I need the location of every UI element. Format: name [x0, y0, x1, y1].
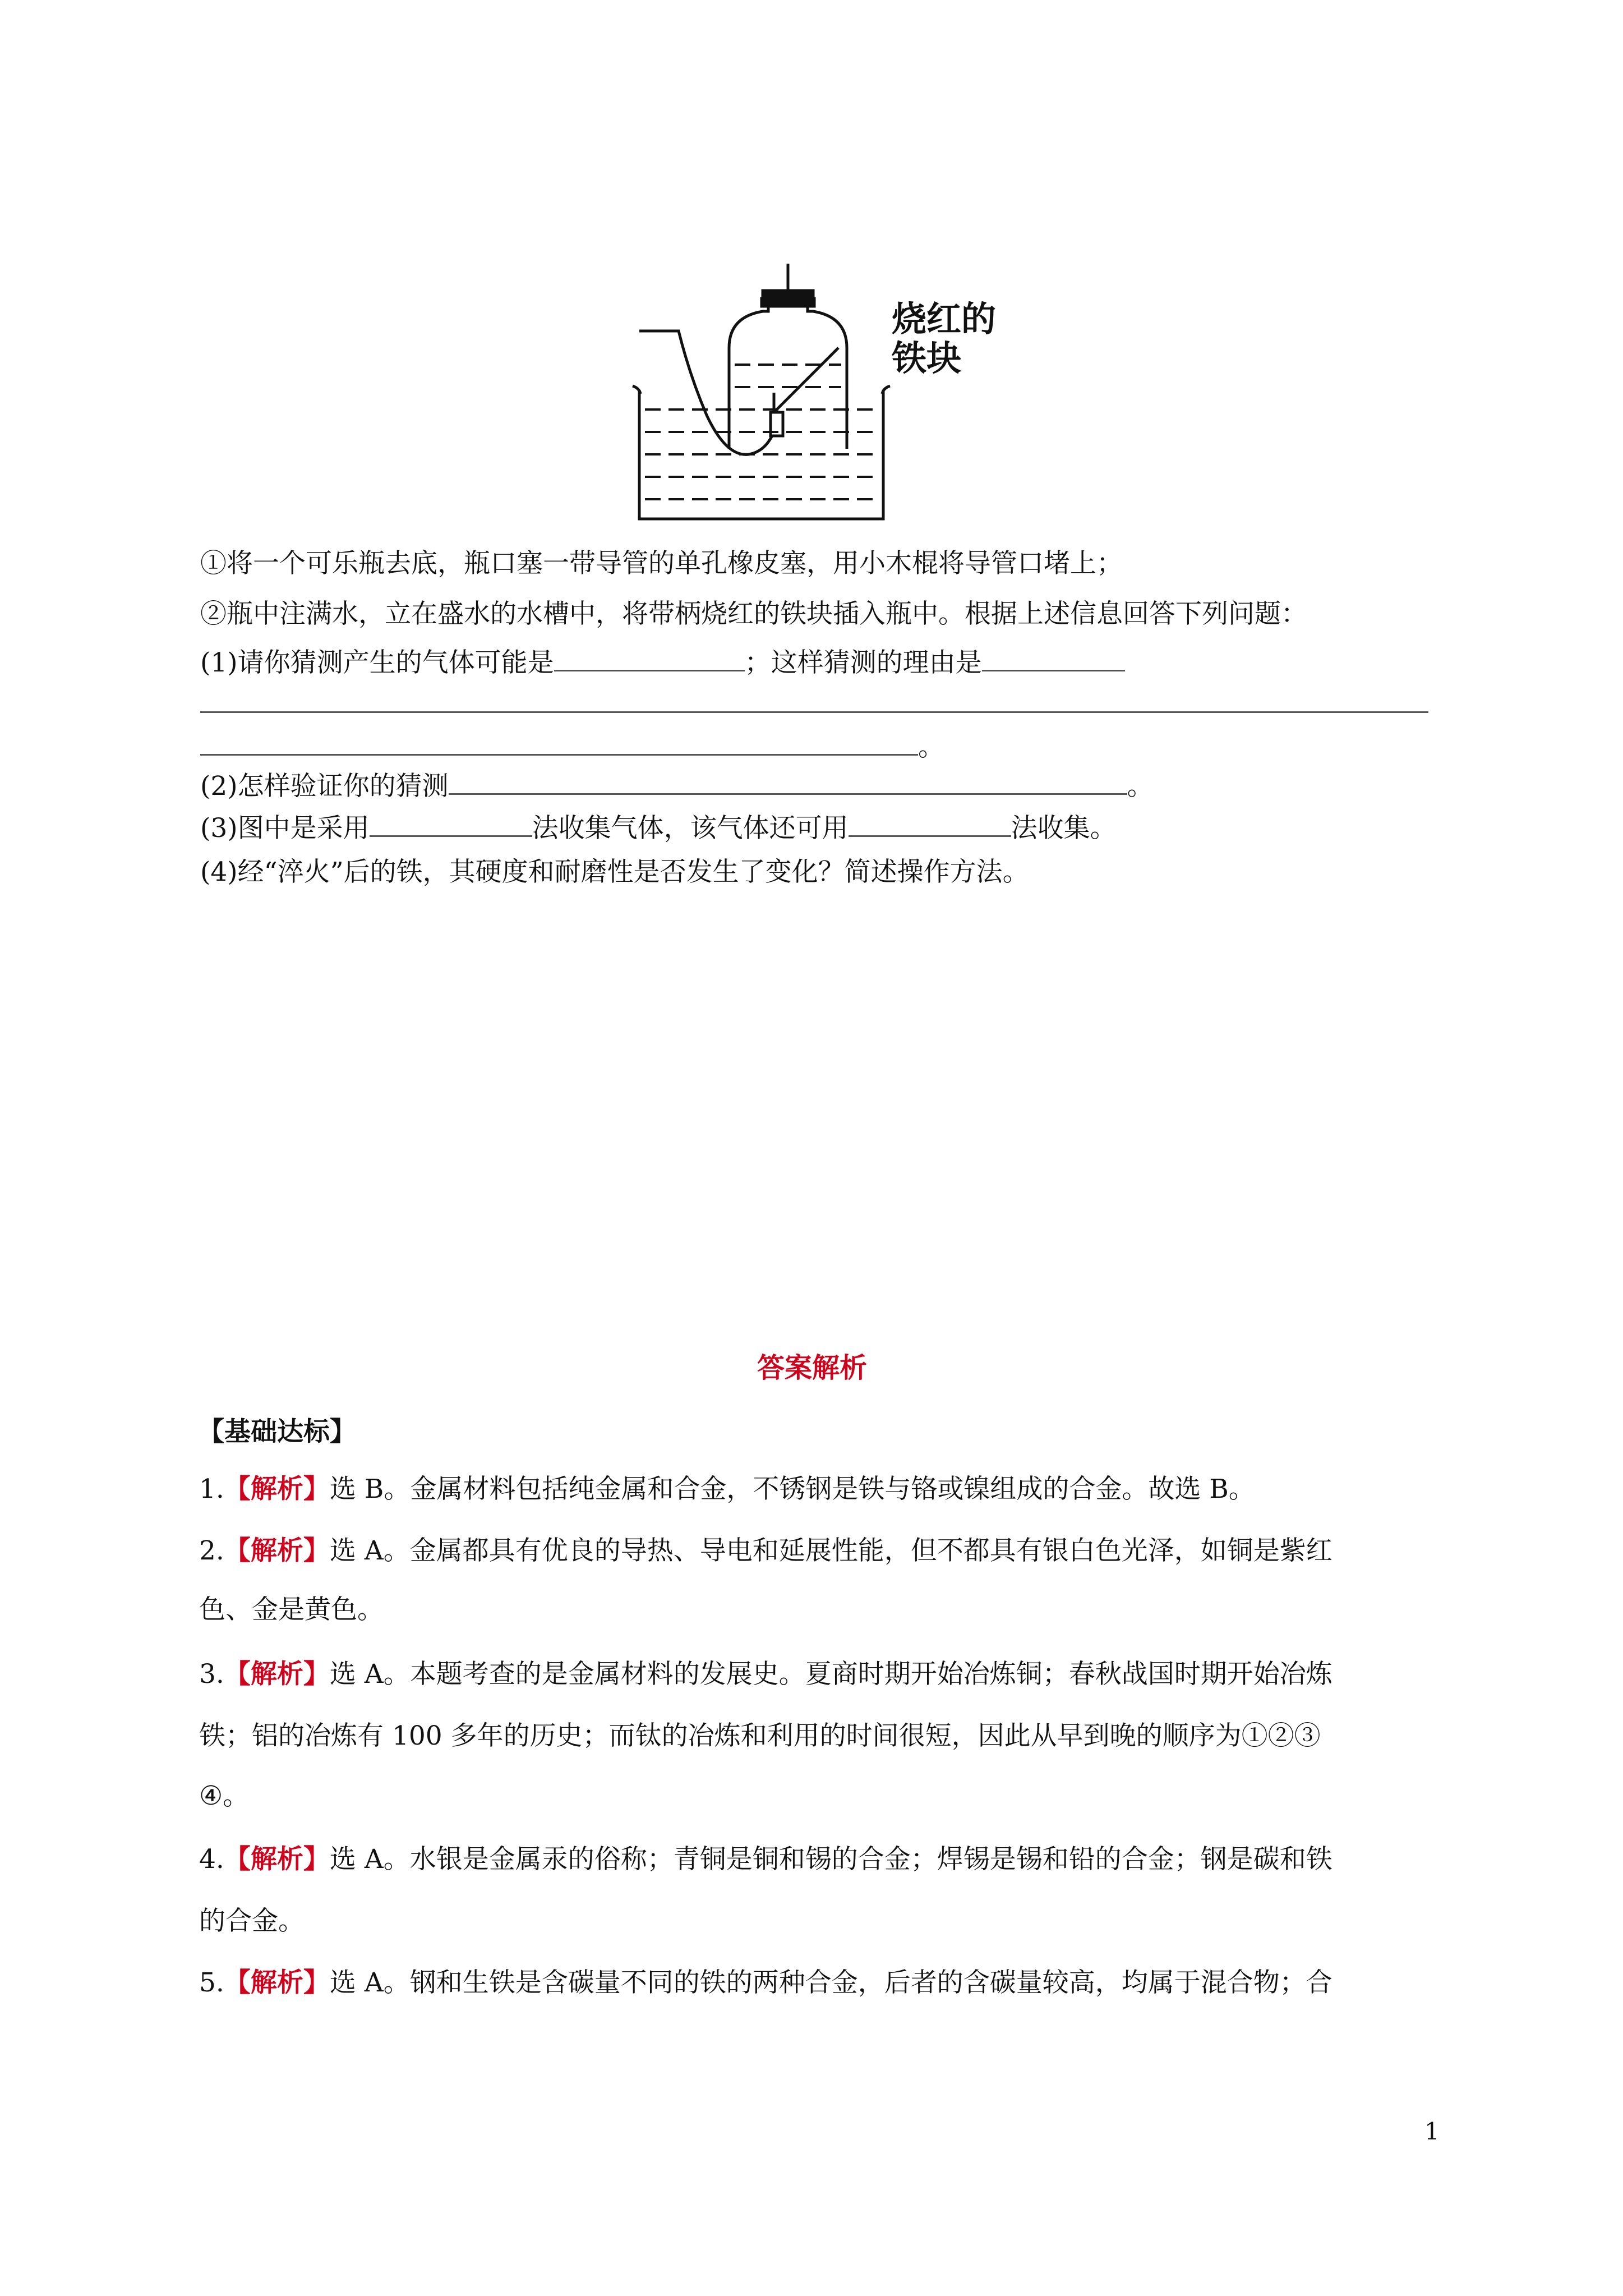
- answers-title: 答案解析: [757, 1352, 868, 1384]
- experiment-figure: [628, 264, 1032, 533]
- answer-item-3: 3.【解析】选 A。本题考查的是金属材料的发展史。夏商时期开始冶炼铜；春秋战国时期开始冶炼: [199, 1659, 1332, 1690]
- figure-label-line2: 铁块: [892, 338, 962, 379]
- answer-item-1: 1.【解析】选 B。金属材料包括纯金属和合金，不锈钢是铁与铬或镍组成的合金。故选 B。: [199, 1474, 1255, 1504]
- question-step1: ①将一个可乐瓶去底，瓶口塞一带导管的单孔橡皮塞，用小木棍将导管口堵上；: [200, 548, 1123, 579]
- answer-item-4-line2: 的合金。: [199, 1906, 305, 1936]
- answer-item-3-line2: 铁；铝的冶炼有 100 多年的历史；而钛的冶炼和利用的时间很短，因此从早到晚的顺序为①②③: [199, 1720, 1321, 1751]
- answers-section-heading: 【基础达标】: [198, 1416, 356, 1447]
- answer-line-reason-2[interactable]: [200, 711, 1428, 713]
- question-4: (4)经“淬火”后的铁，其硬度和耐磨性是否发生了变化？简述操作方法。: [200, 857, 1029, 887]
- answer-blank-reason[interactable]: [982, 645, 1125, 671]
- question-1: (1)请你猜测产生的气体可能是 ；这样猜测的理由是: [200, 645, 1125, 680]
- question-1-end: 。: [200, 729, 944, 764]
- answer-item-2-line2: 色、金是黄色。: [199, 1594, 384, 1625]
- answer-blank-verify[interactable]: [449, 769, 1127, 795]
- answer-item-2: 2.【解析】选 A。金属都具有优良的导热、导电和延展性能，但不都具有银白色光泽，如铜是紫红: [199, 1535, 1332, 1566]
- figure-label-line1: 烧红的: [892, 298, 997, 339]
- answer-blank-reason-3[interactable]: [200, 729, 918, 756]
- answer-blank-method2[interactable]: [849, 811, 1011, 837]
- answer-item-4: 4.【解析】选 A。水银是金属汞的俗称；青铜是铜和锡的合金；焊锡是锡和铅的合金；钢是碳和铁: [199, 1844, 1332, 1875]
- answer-blank-gas[interactable]: [554, 645, 745, 671]
- answer-item-3-line3: ④。: [199, 1780, 250, 1811]
- answer-item-5: 5.【解析】选 A。钢和生铁是含碳量不同的铁的两种合金，后者的含碳量较高，均属于混合物；合: [199, 1967, 1332, 1998]
- question-3: (3)图中是采用 法收集气体，该气体还可用 法收集。: [200, 811, 1117, 845]
- answer-blank-method1[interactable]: [370, 811, 532, 837]
- page-number: 1: [1424, 2118, 1440, 2145]
- question-2: (2)怎样验证你的猜测 。: [200, 769, 1154, 803]
- question-step2: ②瓶中注满水，立在盛水的水槽中，将带柄烧红的铁块插入瓶中。根据上述信息回答下列问题：: [200, 599, 1307, 629]
